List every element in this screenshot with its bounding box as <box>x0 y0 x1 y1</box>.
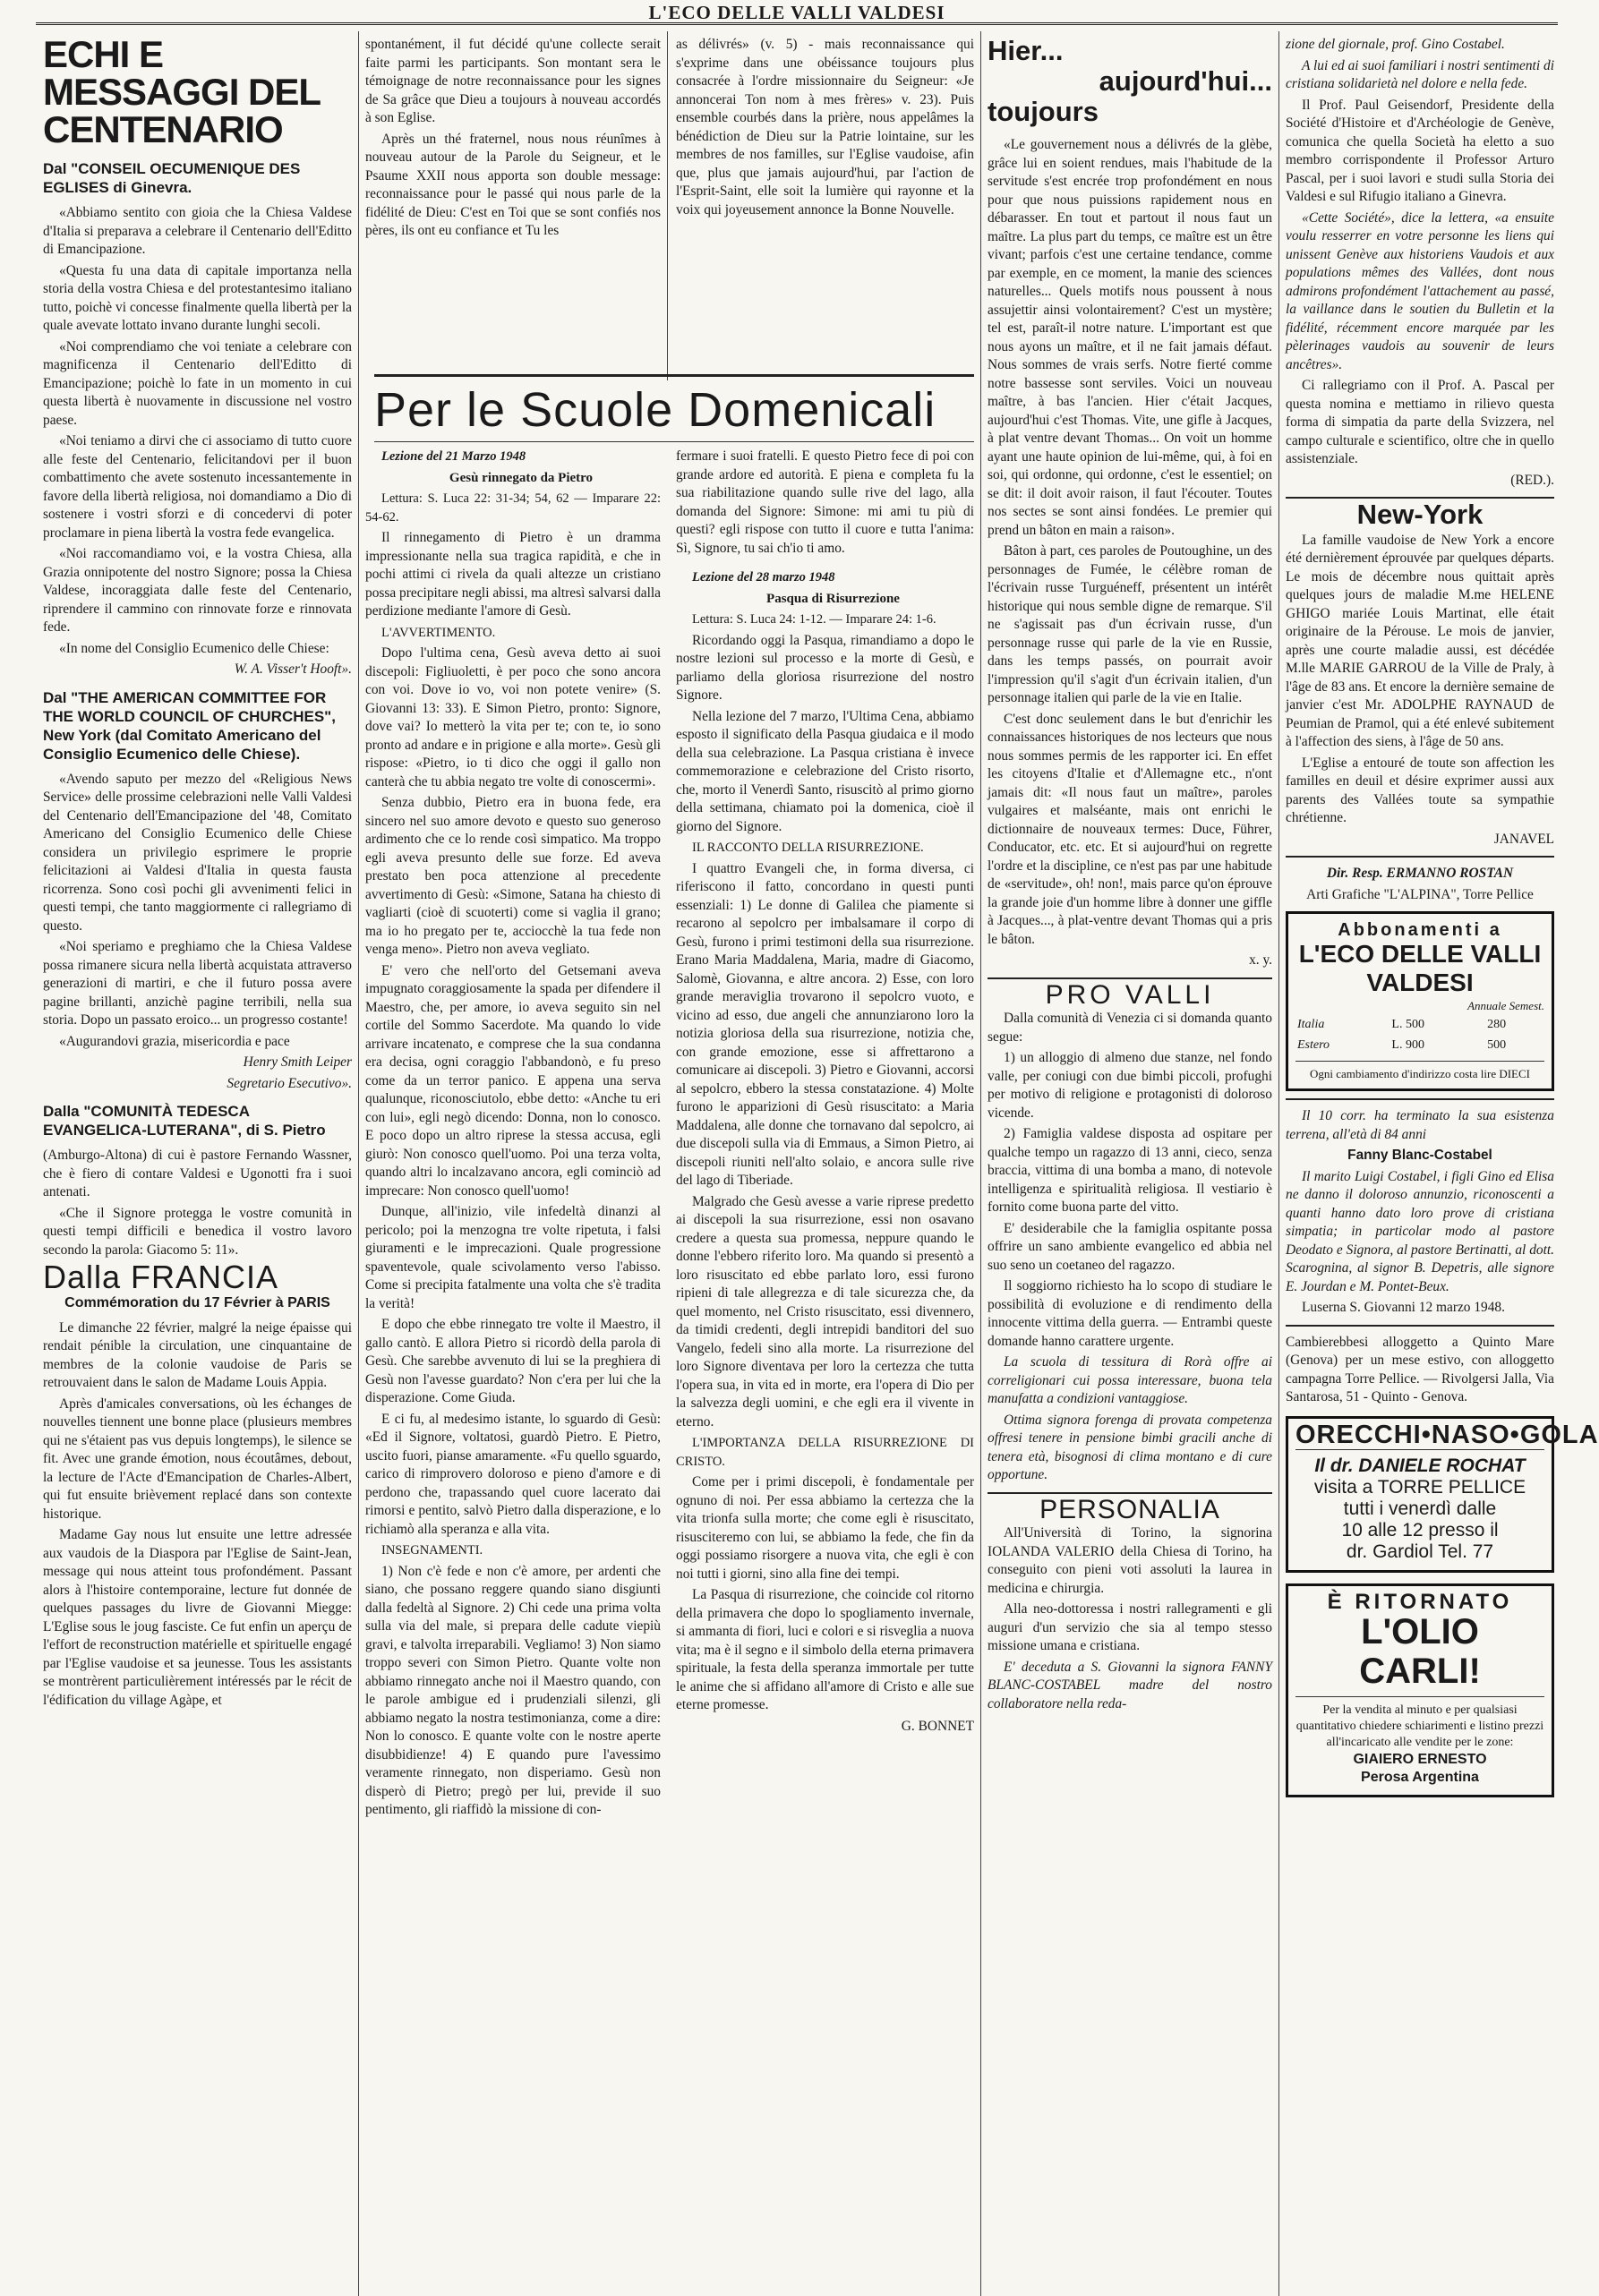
column-francia-continued <box>365 36 661 367</box>
wcc-paragraph: «Noi raccomandiamo voi, e la vostra Chiesa, alla Grazia onnipotente del nostro Signore; possa la Chiesa Valdese, incoraggiata dalle feste del Centenario, riprendere il cammino con rinnovate forze e rinnovata fede. <box>43 546 352 635</box>
personalia-paragraph: Alla neo-dottoressa i nostri rallegramenti e gli auguri d'un servizio che sia al tempo stesso missione umana e cristiana. <box>988 1601 1272 1653</box>
lesson-1-date: Lezione del 21 Marzo 1948 <box>381 449 526 464</box>
lesson-1-reading: Lettura: S. Luca 22: 31-34; 54, 62 — Imparare 22: 54-62. <box>365 491 661 525</box>
lesson-2-paragraph: Come per i primi discepoli, è fondamentale per ognuno di noi. Per essa abbiamo la certezza che la vita trionfa sulla morte; che come egli è risuscitato, risusciteremo con lui, se abbiamo la fede, che fin da oggi possiamo risorgere a nuova vita, che egli è con noi tutti i giorni, sino alla fine dei tempi. <box>676 1474 974 1582</box>
divider <box>988 1492 1272 1494</box>
subscription-row <box>1295 1015 1544 1036</box>
oil-ad-brand: L'OLIO CARLI! <box>1359 1611 1481 1691</box>
lesson-1-teachings: 1) Non c'è fede e non c'è amore, per ardenti che siano, che possano reggere quando siano disgiunti dalla fedeltà al Signore. 2) Chi cede una prima volta sulla via del male, si prepara delle cadute viepiù gravi, e talvolta irreparabili. Vegliamo! 3) Non siamo troppo severi con Simon Pietro. Quante volte non abbiamo rinnegato anche noi il Maestro quando, con le parole ambigue ed i prudenziali silenzi, gli abbiamo negato la nostra testimonianza, come a dire: Non lo conosco. E quante volte con le nostre aperte disubbidienze! 4) E quando pure l'avessimo veramente rinnegato, non disperiamo. Gesù non disperò di Pietro; pregò per lui, previde il suo pentimento, gli riaffidò la missione di con- <box>365 1563 661 1817</box>
wcc-paragraph: «Questa fu una data di capitale importanza nella storia della vostra Chiesa e del protestantesimo italiano tutto, poichè vi concesse finalmente quella libertà per la quale avevate lottato invano durante lunghi secoli. <box>43 262 352 333</box>
newyork-title: New-York <box>1356 499 1484 530</box>
wcc-paragraph: «Abbiamo sentito con gioia che la Chiesa Valdese d'Italia si preparava a celebrare il Centenario dell'Editto di Emancipazione. <box>43 205 352 257</box>
lesson-2-section-head: IL RACCONTO DELLA RISURREZIONE. <box>692 841 924 855</box>
hier-paragraph: «Le gouvernement nous a délivrés de la glèbe, grâce lui en soient rendues, mais l'habitude de la servitude s'est encrée trop profondément en nous pour que nous puissions rapidement nous en débarasser. En tout et partout il nous faut un maître. La plus part du temps, ce maître est un être vivant; parfois c'est une certaine tendance, comme par exemple, en ce moment, la manie des sciences naturelles... Quels motifs nous poussent à nous assujettir ainsi volontairement? C'est un mystère; tel est, paraît-il notre nature. L'important est que nous ayons un maître, et il ne fait jamais défaut. Nous sommes de vrais serfs. Notre fierté comme notre bassesse sont serviles. Voici un nouveau maître, à bas l'ancien. Hier c'était Jacques, aujourd'hui c'est Thomas. Vite, une gifle à Jacques, à plat ventre devant Thomas... On voit un homme ayant une haute opinion de lui-même, qui, à foi en soi, qui ordonne, qui ordonne, c'est le essentiel; on se dit: il doit avoir raison, il faut l'écouter. Toutes nos sectes se sont ainsi fondées. Le premier qui prend un bâton en main a raison». <box>988 137 1272 538</box>
german-community-heading: Dalla "COMUNITÀ TEDESCA EVANGELICA-LUTERANA", di S. Pietro <box>43 1103 326 1139</box>
provalli-paragraph: 1) un alloggio di almeno due stanze, nel fondo valle, per coniugi con due bimbi piccoli, profughi per motivo di religione e protagonisti di doloroso vicende. <box>988 1050 1272 1121</box>
provalli-title: PRO VALLI <box>1045 979 1215 1010</box>
newyork-paragraph: La famille vaudoise de New York a encore été dernièrement éprouvée par quelques départs. Le mois de décembre nous quittait après quelques jours de maladie M.me HELENE GHIGO mariée Louis Martinat, elle était originaire de la Pérouse. Le mois de janvier, après une courte maladie aussi, est décédée M.lle MARIE GARROU de la Ville de Praly, à l'âge de 83 ans. Et encore la dernière semaine de janvier c'est Mr. ADOLPHE RAYNAUD de Peumian de Pramol, qui a été enlevé subitement à l'affection des siens, à l'âge de 50 ans. <box>1286 532 1554 749</box>
scuole-title: Per le Scuole Domenicali <box>374 383 936 437</box>
subscription-annual: L. 500 <box>1391 1018 1424 1031</box>
wcc-paragraph: «Noi teniamo a dirvi che ci associamo di tutto cuore alle feste del Centenario, felicitandovi per il buon combattimento che avete sostenuto incessantemente in favore della libertà religiosa, noi domandiamo a Dio di sostenere i vostri sforzi e di concedervi di poter proclamare in piena libertà la vostra fede evangelica. <box>43 433 352 541</box>
obituary-intro: Il 10 corr. ha terminato la sua esistenza terrena, all'età di 84 anni <box>1286 1108 1554 1142</box>
director-line: Dir. Resp. ERMANNO ROSTAN <box>1326 866 1514 881</box>
francia-paragraph: Après d'amicales conversations, où les échanges de nouvelles tiennent une bonne place (plusieurs membres qui ne s'étaient pas vus depuis longtemps), le silence se fit. Avec une grande émotion, nous écoutâmes, debout, la lecture de l'Acte d'Emancipation de Charles-Albert, qui fut ensuite brièvement replacé dans son contexte historique. <box>43 1396 352 1522</box>
doctor-ad-line: 10 alle 12 presso il <box>1341 1520 1499 1541</box>
divider <box>1286 1098 1554 1100</box>
doctor-ad <box>1286 1416 1599 1574</box>
provalli-paragraph: Dalla comunità di Venezia ci si domanda quanto segue: <box>988 1011 1272 1045</box>
subscription-title: Abbonamenti a <box>1338 920 1502 940</box>
lesson-1-title: Gesù rinnegato da Pietro <box>449 470 594 485</box>
column-scuole-right <box>676 448 974 2287</box>
lesson-1-paragraph: Senza dubbio, Pietro era in buona fede, era sincero nel suo amore devoto e questo suo generoso ardimento che ce lo rende così simpatico. Ma troppo egli aveva presunto delle sue forze. Ed aveva prestato ben poca attenzione al precedente avvertimento di Gesù: «Simone, Satana ha chiesto di vagliarti (cioè di scuoterti) come si vaglia il grano; ma io ho pregato per te, acciocchè la tua fede non venga meno». Pietro non aveva vegliato. <box>365 795 661 957</box>
notice-paragraph: Ci rallegriamo con il Prof. A. Pascal per questa nomina e mettiamo in rilievo questa forma di simpatia da parte della Svizzera, nel campo culturale e scientifico, oltre che in quello assistenziale. <box>1286 378 1554 466</box>
lesson-2-paragraph: La Pasqua di risurrezione, che coincide col ritorno della primavera che dopo lo spogliamento invernale, si ammanta di fiori, luci e colori e si risveglia a nuova vita; ma è il segno e il simbolo della eterna primavera spirituale, la festa della speranza immortale per tutte le anime che si affidano all'amore di Cristo e alle sue eterne promesse. <box>676 1587 974 1712</box>
hier-title-3: toujours <box>988 96 1099 127</box>
lesson-2-reading: Lettura: S. Luca 24: 1-12. — Imparare 24: 1-6. <box>692 612 936 627</box>
masthead-title: L'ECO DELLE VALLI VALDESI <box>648 2 945 23</box>
wcc-paragraph: «In nome del Consiglio Ecumenico delle Chiese: <box>59 640 329 656</box>
francia-end-paragraph: as délivrés» (v. 5) - mais reconnaissance qui s'exprime dans une obéissance toujours plus consacrée à l'ordre missionnaire du Seigneur: «Je annoncerai Ton nom à mes frères» v. 23). Puis ensemble courbés dans la prière, nous appelâmes la bénédiction de Dieu sur la Patrie lointaine, sur les membres de nos familles, sur l'Eglise vaudoise, afin que, plus que jamais aujourd'hui, par l'action de l'Esprit-Saint, elle soit la lumière qui rayonne et la voix qui joyeusement annonce la Bonne Nouvelle. <box>676 37 974 218</box>
lesson-1-paragraph: Dunque, all'inizio, vile infedeltà dinanzi al pericolo; poi la menzogna tre volte ripetuta, i falsi giuramenti e le imprecazioni. Quale progressione spaventevole, quale scivolamento verso l'abisso. Come si precipita fatalmente una volta che s'è tradita la verità! <box>365 1204 661 1311</box>
divider <box>1295 1449 1544 1450</box>
francia-paragraph: Madame Gay nous lut ensuite une lettre adressée aux vaudois de la Diaspora par l'Eglise de Saint-Jean, message qui nous atteint tous profondément. Passant alors à l'histoire contemporaine, lecture fut donnée de quelques passages du livre de Giovanni Miegge: L'Eglise sous le joug fasciste. Ce fut enfin un aperçu de l'effort de reconstruction matérielle et spirituelle engagé par l'Eglise vaudoise et sa jeunesse. Tous les assistants se montrèrent particulièrement intéressés par le récit de l'édification du village Agàpe, et <box>43 1527 352 1708</box>
lesson-signature: G. BONNET <box>901 1718 974 1734</box>
hier-title-1: Hier... <box>988 35 1064 66</box>
newyork-signature: JANAVEL <box>1493 831 1554 847</box>
printer-line: Arti Grafiche "L'ALPINA", Torre Pellice <box>1306 886 1534 902</box>
column-hier <box>988 36 1272 2292</box>
provalli-paragraph: Il soggiorno richiesto ha lo scopo di studiare le possibilità di evoluzione e di rendimento della innocente vittima della guerra. — Entrambi queste domande hanno carattere urgente. <box>988 1278 1272 1349</box>
francia-paragraph: Le dimanche 22 février, malgré la neige épaisse qui rendait pénible la circulation, une cinquantaine de membres de la colonie vaudoise de Paris se retrouvaient dans le salon de Madame Louis Appia. <box>43 1319 352 1390</box>
divider <box>1286 856 1554 858</box>
oil-ad-dealer: GIAIERO ERNESTO <box>1353 1751 1487 1767</box>
column-echi <box>43 33 352 2292</box>
notice-paragraph: Il Prof. Paul Geisendorf, Presidente della Société d'Histoire et d'Archéologie de Genève, comunica che quella Società ha eletto a suo membro corrispondente il Professor Arturo Pascal, per i suoi lavori e studi sulla Storia dei Valdesi e sul Rifugio italiano a Ginevra. <box>1286 97 1554 204</box>
american-paragraph: «Avendo saputo per mezzo del «Religious News Service» delle prossime celebrazioni nelle Valli Valdesi del Centenario dell'Emancipazione del '48, Comitato Americano del Consiglio Ecumenico delle Chiese considera un privilegio esprimere le proprie felicitazioni ai Valdesi d'Italia in questa fausta ricorrenza. Sono così pochi gli avvenimenti felici in questi tempi, che tanto maggiormente ci rallegriamo di questo. <box>43 771 352 934</box>
american-paragraph: «Augurandovi grazia, misericordia e pace <box>59 1033 290 1049</box>
lesson-1-conclusion: fermare i suoi fratelli. E questo Pietro fece di poi con grande ardore ed autorità. E piena e completa fu la sua riabilitazione quando sulle rive del lago, alla domanda del Signore: Simone: mi ami tu più di questi? egli rispose con tutto il cuore e tutta l'anima: Sì, Signore, tu sai ch'io ti amo. <box>676 448 974 556</box>
doctor-ad-line: dr. Gardiol Tel. 77 <box>1346 1541 1494 1562</box>
subscription-columns: Annuale Semest. <box>1467 998 1544 1012</box>
lesson-1-intro: Il rinnegamento di Pietro è un dramma impressionante nella sua tragica rapidità, e che in pochi attimi ci rivela da quali altezze un cristiano possa precipitare negli abissi, ma altresì salvarsi dalla perdizione mediante l'amore di Gesù. <box>365 530 661 619</box>
wcc-heading: Dal "CONSEIL OECUMENIQUE DES EGLISES di Ginevra. <box>43 160 301 196</box>
francia-subheading: Commémoration du 17 Février à PARIS <box>64 1294 330 1310</box>
obituary-name: Fanny Blanc-Costabel <box>1347 1148 1492 1163</box>
column-francia-end <box>676 36 974 367</box>
subscription-box <box>1286 911 1554 1091</box>
american-paragraph: «Noi speriamo e preghiamo che la Chiesa Valdese possa rimanere sicura nella libertà acquistata attraverso generazioni di martiri, e che il futuro possa avere pagine brillanti, anzichè pagine terribili, nella sua storia. Dopo un passato eroico... un progresso costante! <box>43 939 352 1028</box>
provalli-paragraph: 2) Famiglia valdese disposta ad ospitare per qualche tempo un ragazzo di 13 anni, cieco, senza braccia, vittima di una bomba a mano, di notevole intelligenza e spiritualità religiosa. Il vestiario è fornito come buona parte del vitto. <box>988 1126 1272 1215</box>
echi-title: ECHI E MESSAGGI DEL CENTENARIO <box>43 33 321 150</box>
subscription-label: Italia <box>1297 1018 1325 1031</box>
lesson-1-paragraph: E dopo che ebbe rinnegato tre volte il Maestro, il gallo cantò. E allora Pietro si ricordò della parola di Gesù. Che sarebbe avvenuto di lui se la preghiera di Gesù non l'avesse guardato? Non c'era per lui che la disperazione. Come Giuda. <box>365 1317 661 1405</box>
francia-continued-paragraph: spontanément, il fut décidé qu'une collecte serait faite parmi les participants. Son montant sera le témoignage de notre reconnaissance pour les signes de Sa grâce que Dieu a toujours à nouveau accordés à son Eglise. <box>365 37 661 125</box>
doctor-ad-name: Il dr. DANIELE ROCHAT <box>1314 1455 1526 1476</box>
francia-heading: Dalla FRANCIA <box>43 1259 279 1295</box>
classified-ad: Cambierebbesi alloggetto a Quinto Mare (Genova) per un mese estivo, con alloggetto campagna Torre Pellice. — Rivolgersi Jalla, Via Santarosa, 51 - Quinto - Genova. <box>1286 1334 1554 1404</box>
column-scuole-left <box>365 448 661 2287</box>
wcc-paragraph: «Noi comprendiamo che voi teniate a celebrare con magnificenza il Centenario dell'Editto di Emancipazione; poichè lo fate in un momento in cui questa libertà è nuovamente in discussione nel vostro paese. <box>43 338 352 428</box>
german-paragraph: «Che il Signore protegga le vostre comunità in questi tempi difficili e benedica il vostro lavoro secondo la parola: Giacomo 5: 11». <box>43 1205 352 1258</box>
american-signature-role: Segretario Esecutivo». <box>227 1075 352 1091</box>
hier-paragraph: C'est donc seulement dans le but d'enrichir les connaissances historiques de nos lecteurs que nous nous sommes permis de les rapporter ici. En effet les citoyens d'Italie et d'Allemagne etc., n'ont jamais dit: «Il nous faut un maître», paroles vulgaires et malséante, mais ont enrichi le dictionnaire de nouveaux termes: Duce, Führer, Conducator, etc. etc. Et si aujourd'hui on regrette l'ordre et la discipline, ce n'est pas par une habitude de «servitude», oh! non!, mais parce qu'on éprouve la grande joie d'un homme libre à donner une giffle à Jacques..., à plat-ventre devant Thomas qui a pris le bâton. <box>988 711 1272 947</box>
lesson-2-paragraph: I quattro Evangeli che, in forma diversa, ci riferiscono il fatto, concordano in questi punti essenziali: 1) Le donne di Galilea che piamente si recarono al sepolcro per imbalsamare il corpo di Gesù, furono i primi testimoni della sua risurrezione. Erano Maria Maddalena, Maria, madre di Giacomo, Salomè, Giovanna, e altre ancora. 2) Esse, con loro grande meraviglia trovarono il sepolcro vuoto, e vicino ad esso, due angeli che annunziarono loro la notizia gloriosa della sua risurrezione, notizia che, con grande emozione, esse si affrettarono a comunicare ai discepoli. 3) Pietro e Giovanni, accorsi al sepolcro, ebbero la stessa constatazione. 4) Molte furono le apparizioni di Gesù risuscitato: a Maria Maddalena, alle donne che tornavano dal sepolcro, ai due discepoli sulla via di Emmaus, a Simon Pietro, ai discepoli riuniti nell'alto solaio, e ancora sulle rive del lago di Tiberiade. <box>676 860 974 1188</box>
divider <box>1286 1325 1554 1327</box>
oil-ad <box>1286 1583 1554 1797</box>
notice-paragraph: zione del giornale, prof. Gino Costabel. <box>1286 37 1505 52</box>
wcc-signature: W. A. Visser't Hooft». <box>234 661 352 677</box>
oil-ad-line: È RITORNATO <box>1327 1590 1513 1614</box>
column-rule <box>358 31 359 2296</box>
subscription-paper-name: L'ECO DELLE VALLI VALDESI <box>1298 939 1542 996</box>
lesson-1-paragraph: E' vero che nell'orto del Getsemani aveva impugnato coraggiosamente la spada per difendere il Maestro, che, per amore, io aveva seguito sin nel cortile del Sommo Sacerdote. Ma quando lo vide arrivare incatenato, e comprese che la sua condanna era decisa, ogni coraggio l'abbandonò, e fu preso come da un terror panico. E appena una serva qualunque, riconosciutolo, ebbe detto: «Anche tu eri con lui», egli negò dicendo: Donna, non lo conosco. E poco dopo un altro riprese la stessa accusa, egli giurò: Non conosco quell'uomo. Poi una terza volta, quando altri lo incalzavano ancora, egli cominciò ad imprecare: Non conosco quell'uomo! <box>365 962 661 1199</box>
notice-paragraph: A lui ed ai suoi familiari i nostri sentimenti di cristiana solidarietà nel dolore e nella fede. <box>1286 57 1554 91</box>
obituary-text: Il marito Luigi Costabel, i figli Gino ed Elisa ne danno il doloroso annunzio, riconoscenti a quanti hanno dato loro prove di cristiana simpatia; in particolar modo al pastore Deodato e Signora, al pastore Bertinatti, al dott. Scarognina, al signor B. Depetris, alle signore E. Jourdan e M. Pontet-Beux. <box>1286 1168 1554 1294</box>
lesson-1-paragraph: Dopo l'ultima cena, Gesù aveva detto ai suoi discepoli: Figliuoletti, è per poco che sono ancora con voi. Dove io vo, voi non potete venire» (S. Giovanni 13: 33). E Simon Pietro, pronto: Signore, dove vai? Io metterò la vita per te; con te, io sono pronto ad andare e in prigione e alla morte». Gesù gli rispose: «Pietro, io ti dico che oggi il gallo non canterà che tu abbia negato tre volte di conoscermi». <box>365 645 661 790</box>
column-rule <box>667 31 668 380</box>
francia-continued-paragraph: Après un thé fraternel, nous nous réunîmes à nouveau autour de la Parole du Seigneur, et le Psaume XXII nous apporta son double message: reconnaissance pour le passé qui nous parle de la fidélité de Dieu: C'est en Toi que se sont confiés nos pères, ils ont eu confiance et Tu les <box>365 131 661 238</box>
subscription-annual: L. 900 <box>1391 1037 1424 1052</box>
hier-title-2: aujourd'hui... <box>1099 65 1272 97</box>
newyork-paragraph: L'Eglise a entouré de toute son affection les familles en deuil et désire exprimer aussi aux parents des Vallées toute sa sympathie chrétienne. <box>1286 755 1554 825</box>
oil-ad-text: Per la vendita al minuto e per qualsiasi quantitativo chiedere schiarimenti e listino prezzi all'incaricato alle vendite per le zone: <box>1295 1703 1544 1749</box>
divider <box>1295 1696 1544 1697</box>
scuole-banner <box>374 374 974 448</box>
lesson-2-title: Pasqua di Risurrezione <box>766 591 900 606</box>
doctor-ad-title: ORECCHI•NASO•GOLA <box>1295 1420 1599 1449</box>
notice-paragraph: «Cette Société», dice la lettera, «a ensuite voulu resserrer en votre personne les liens qui unissent Genève aux historiens Vaudois et aux populations mêmes des Vallées, dont nous admirons profondément l'attachement au passé, la vaillance dans le soutien du Bulletin et la fidélité, récemment encore marquée par les pèlerinages vaudois au souvenir de leurs ancêtres». <box>1286 209 1554 372</box>
column-rule <box>1278 31 1279 2296</box>
personalia-title: PERSONALIA <box>1039 1494 1220 1524</box>
subscription-row <box>1295 1036 1544 1056</box>
hier-signature: x. y. <box>1249 952 1272 968</box>
divider <box>374 441 974 442</box>
lesson-1-section-head: L'AVVERTIMENTO. <box>381 625 496 640</box>
lesson-2-importance-head: L'IMPORTANZA DELLA RISURREZIONE DI CRISTO. <box>676 1436 974 1469</box>
hier-paragraph: Bâton à part, ces paroles de Poutoughine, un des personnages de Fumée, le célèbre roman de l'écrivain russe Turguéneff, présentent un intérêt historique qui nous semble digne de remarque. S'il ne s'agissait pas d'un écrivain russe, d'un personnage russe qui parle de la vie en Russie, dans les temps passés, on pourrait avoir l'impression qu'il s'agit d'un écrivain italien, d'un personnage italien qui parle de la vie en Italie. <box>988 543 1272 705</box>
personalia-paragraph: E' deceduta a S. Giovanni la signora FANNY BLANC-COSTABEL madre del nostro collaboratore nella reda- <box>988 1659 1272 1711</box>
german-paragraph: (Amburgo-Altona) di cui è pastore Fernando Wassner, che è fiero di contare Valdesi e Ugonotti fra i suoi antenati. <box>43 1148 352 1199</box>
subscription-table <box>1295 1015 1544 1055</box>
doctor-ad-line: tutti i venerdì dalle <box>1343 1498 1497 1519</box>
provalli-paragraph: E' desiderabile che la famiglia ospitante possa offrire un sano ambiente evangelico ed abbia nel suo seno un coetaneo del ragazzo. <box>988 1220 1272 1273</box>
divider <box>988 977 1272 979</box>
masthead <box>36 2 1558 25</box>
lesson-1-paragraph: E ci fu, al medesimo istante, lo sguardo di Gesù: «Ed il Signore, voltatosi, guardò Pietro. E Pietro, uscito fuori, pianse amaramente. «Fu quello sguardo, carico di rimprovero doloroso e pieno d'amore e di perdono che, trapassando quel cuore lacerato dai rimorsi e pentito, salvò Pietro dalla disperazione, e lo richiamò alla speranza e alla vita. <box>365 1411 661 1537</box>
subscription-semester: 500 <box>1487 1037 1507 1052</box>
column-notices <box>1286 36 1599 2292</box>
oil-ad-place: Perosa Argentina <box>1361 1770 1479 1785</box>
subscription-note: Ogni cambiamento d'indirizzo costa lire DIECI <box>1309 1067 1531 1080</box>
lesson-2-intro: Nella lezione del 7 marzo, l'Ultima Cena, abbiamo esposto il significato della Pasqua giudaica e il modo della sua celebrazione. La Pasqua cristiana è invece commemorazione e celebrazione del Cristo risorto, che, morto il Venerdì Santo, risuscitò al primo giorno della settimana, chiamato poi la domenica, cioè il giorno del Signore. <box>676 708 974 834</box>
doctor-ad-line: visita a TORRE PELLICE <box>1313 1477 1526 1498</box>
lesson-2-intro: Ricordando oggi la Pasqua, rimandiamo a dopo le nostre lezioni sul processo e la morte di Gesù, e parliamo della gloriosa risurrezione del nostro Signore. <box>676 632 974 703</box>
subscription-semester: 280 <box>1487 1018 1507 1031</box>
divider <box>1295 1061 1544 1062</box>
editorial-mark: (RED.). <box>1510 472 1554 488</box>
lesson-2-paragraph: Malgrado che Gesù avesse a varie riprese predetto ai discepoli la sua risurrezione, essi non osavano credere a questa sua promessa, neppure quando le donne l'ebbero riferito loro. Ma quando si presentò a loro risuscitato ed ebbe parlato loro, essi furono ripieni di tale allegrezza e di tale sicurezza che, da quel momento, nel Cristo risuscitato, essi divennero, da timidi credenti, degli intrepidi banditori del suo Vangelo, fedeli sino alla morte. La risurrezione del loro Signore diventava per loro la certezza che tutta l'opera sua, in vita ed in morte, era l'opera di Dio per la salvezza degli uomini, e che egli era il vivente in eterno. <box>676 1193 974 1430</box>
american-signature: Henry Smith Leiper <box>243 1054 352 1070</box>
lesson-2-date: Lezione del 28 marzo 1948 <box>692 570 835 585</box>
provalli-paragraph: Ottima signora forenga di provata competenza offresi tenere in pensione bimbi gracili anche di tenera età, bisognosi di clima montano e di cure opportune. <box>988 1412 1272 1482</box>
obituary-place: Luserna S. Giovanni 12 marzo 1948. <box>1302 1300 1505 1315</box>
personalia-paragraph: All'Università di Torino, la signorina IOLANDA VALERIO della Chiesa di Torino, ha conseguito con pieni voti assoluti la laurea in medicina e chirurgia. <box>988 1525 1272 1596</box>
subscription-label: Estero <box>1297 1037 1330 1052</box>
column-rule <box>980 31 981 2296</box>
american-committee-heading: Dal "THE AMERICAN COMMITTEE FOR THE WORLD COUNCIL OF CHURCHES", New York (dal Comitato Americano del Consiglio Ecumenico delle Chiese). <box>43 688 336 763</box>
lesson-1-teachings-head: INSEGNAMENTI. <box>381 1543 483 1558</box>
provalli-paragraph: La scuola di tessitura di Rorà offre ai correligionari cui possa interessare, buona tela manufatta a condizioni vantaggiose. <box>988 1354 1272 1406</box>
